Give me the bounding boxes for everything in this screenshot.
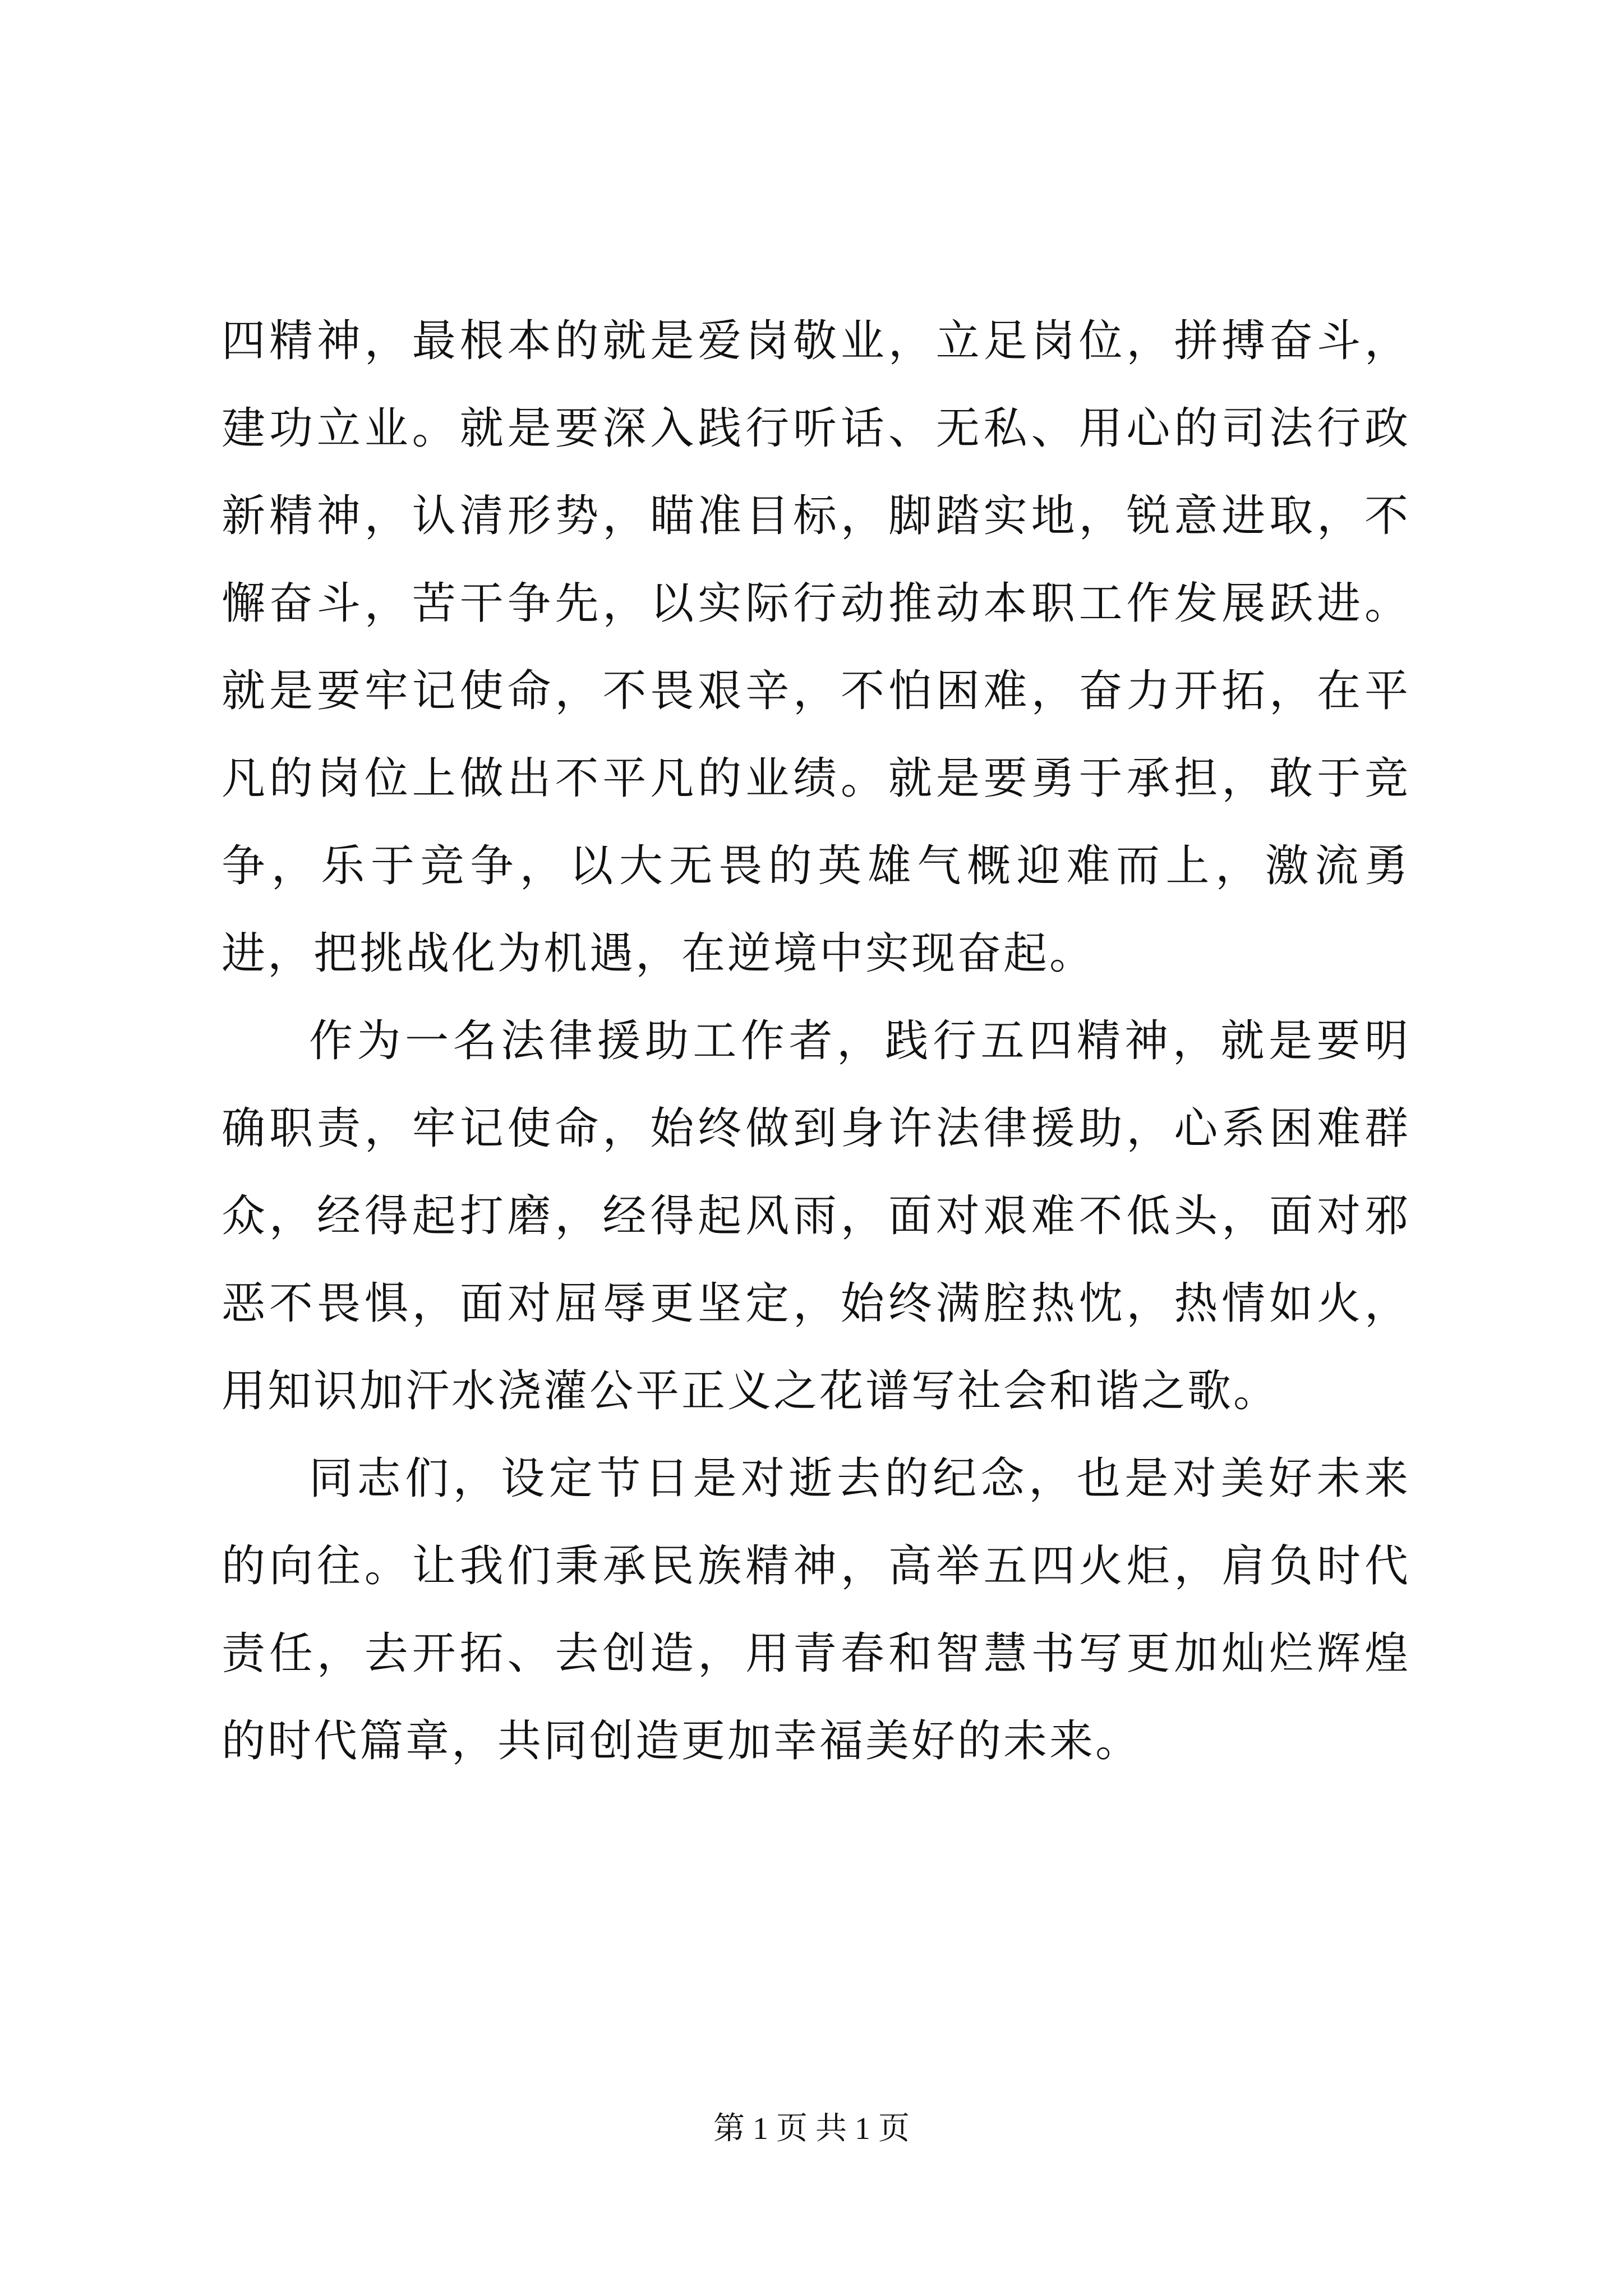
- document-body: [222, 297, 1410, 1785]
- paragraph-legal-aid: 作为一名法律援助工作者，践行五四精神，就是要明确职责，牢记使命，始终做到身许法律援助，心系困难群众，经得起打磨，经得起风雨，面对艰难不低头，面对邪恶不畏惧，面对屈辱更坚定，始终满腔热忱，热情如火，用知识加汗水浇灌公平正义之花谱写社会和谐之歌。: [222, 1016, 1410, 1416]
- paragraph-closing: 同志们，设定节日是对逝去的纪念，也是对美好未来的向往。让我们秉承民族精神，高举五四火炬，肩负时代责任，去开拓、去创造，用青春和智慧书写更加灿烂辉煌的时代篇章，共同创造更加幸福美好的未来。: [222, 1453, 1410, 1766]
- paragraph-continuation: 四精神，最根本的就是爱岗敬业，立足岗位，拼搏奋斗，建功立业。就是要深入践行听话、无私、用心的司法行政新精神，认清形势，瞄准目标，脚踏实地，锐意进取，不懈奋斗，苦干争先，以实际行动推动本职工作发展跃进。就是要牢记使命，不畏艰辛，不怕困难，奋力开拓，在平凡的岗位上做出不平凡的业绩。就是要勇于承担，敢于竞争，乐于竞争，以大无畏的英雄气概迎难而上，激流勇进，把挑战化为机遇，在逆境中实现奋起。: [222, 316, 1410, 979]
- page-number-footer: 第 1 页 共 1 页: [713, 2111, 910, 2146]
